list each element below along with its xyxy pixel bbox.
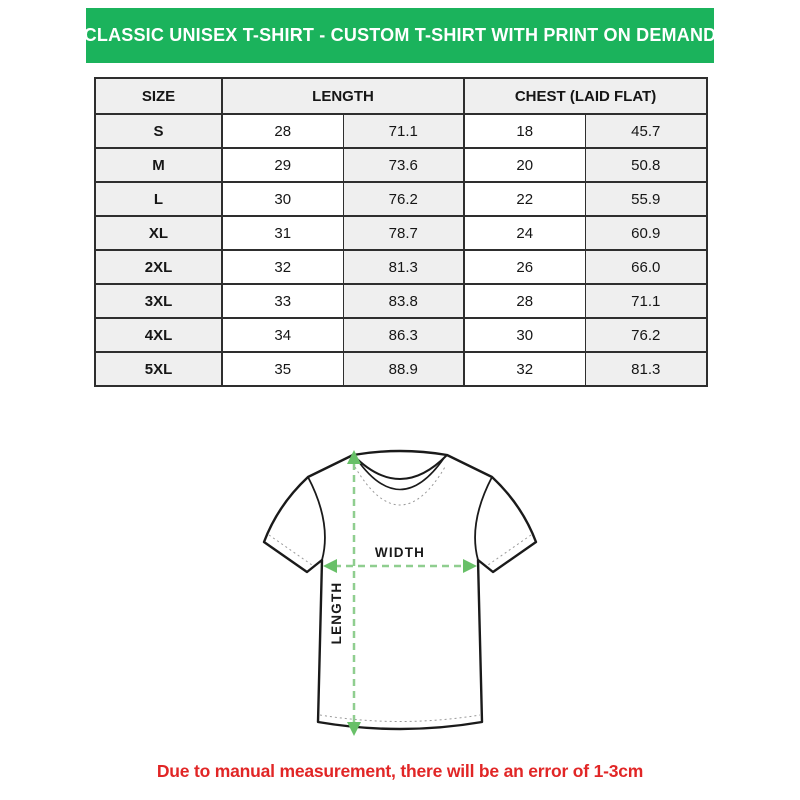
measurement-note-text: Due to manual measurement, there will be an error of 1-3cm — [156, 761, 644, 781]
tshirt-diagram — [250, 443, 550, 747]
chest-in-cell: 22 — [464, 182, 585, 216]
chest-cm-cell: 66.0 — [585, 250, 707, 284]
length-cm-cell: 73.6 — [343, 148, 464, 182]
chest-in-cell: 20 — [464, 148, 585, 182]
chest-cm-cell: 60.9 — [585, 216, 707, 250]
length-in-cell: 31 — [222, 216, 343, 250]
chest-in-cell: 26 — [464, 250, 585, 284]
length-in-cell: 28 — [222, 114, 343, 148]
size-cell: S — [95, 114, 222, 148]
size-cell: 5XL — [95, 352, 222, 386]
size-cell: 4XL — [95, 318, 222, 352]
chest-cm-cell: 45.7 — [585, 114, 707, 148]
size-cell: XL — [95, 216, 222, 250]
chest-cm-cell: 76.2 — [585, 318, 707, 352]
length-cm-cell: 86.3 — [343, 318, 464, 352]
chest-in-cell: 30 — [464, 318, 585, 352]
length-in-cell: 33 — [222, 284, 343, 318]
table-row — [95, 148, 707, 182]
table-row — [95, 216, 707, 250]
chest-cm-cell: 55.9 — [585, 182, 707, 216]
length-cm-cell: 83.8 — [343, 284, 464, 318]
size-chart-table — [94, 77, 708, 387]
length-label: LENGTH — [329, 581, 344, 645]
tshirt-outline — [264, 451, 536, 729]
length-cm-cell: 81.3 — [343, 250, 464, 284]
size-cell: L — [95, 182, 222, 216]
length-cm-cell: 78.7 — [343, 216, 464, 250]
banner — [83, 8, 717, 63]
length-cm-cell: 88.9 — [343, 352, 464, 386]
chest-in-cell: 28 — [464, 284, 585, 318]
length-in-cell: 29 — [222, 148, 343, 182]
length-in-cell: 35 — [222, 352, 343, 386]
length-cm-cell: 76.2 — [343, 182, 464, 216]
chest-in-cell: 24 — [464, 216, 585, 250]
table-row — [95, 352, 707, 386]
length-cm-cell: 71.1 — [343, 114, 464, 148]
measurement-note — [0, 761, 800, 782]
chest-in-cell: 32 — [464, 352, 585, 386]
tshirt-svg — [250, 443, 550, 747]
chest-cm-cell: 71.1 — [585, 284, 707, 318]
column-header-size: SIZE — [95, 78, 222, 114]
header-row — [95, 78, 707, 114]
size-cell: 2XL — [95, 250, 222, 284]
table-row — [95, 114, 707, 148]
size-cell: M — [95, 148, 222, 182]
table-row — [95, 250, 707, 284]
table-row — [95, 182, 707, 216]
banner-title: CLASSIC UNISEX T-SHIRT - CUSTOM T-SHIRT WITH PRINT ON DEMAND — [83, 25, 717, 45]
length-in-cell: 32 — [222, 250, 343, 284]
column-header-length: LENGTH — [222, 78, 464, 114]
length-in-cell: 30 — [222, 182, 343, 216]
column-header-chest: CHEST (LAID FLAT) — [464, 78, 707, 114]
chest-cm-cell: 50.8 — [585, 148, 707, 182]
chest-in-cell: 18 — [464, 114, 585, 148]
width-label: WIDTH — [374, 545, 426, 560]
size-cell: 3XL — [95, 284, 222, 318]
table-row — [95, 318, 707, 352]
table-row — [95, 284, 707, 318]
chest-cm-cell: 81.3 — [585, 352, 707, 386]
length-in-cell: 34 — [222, 318, 343, 352]
